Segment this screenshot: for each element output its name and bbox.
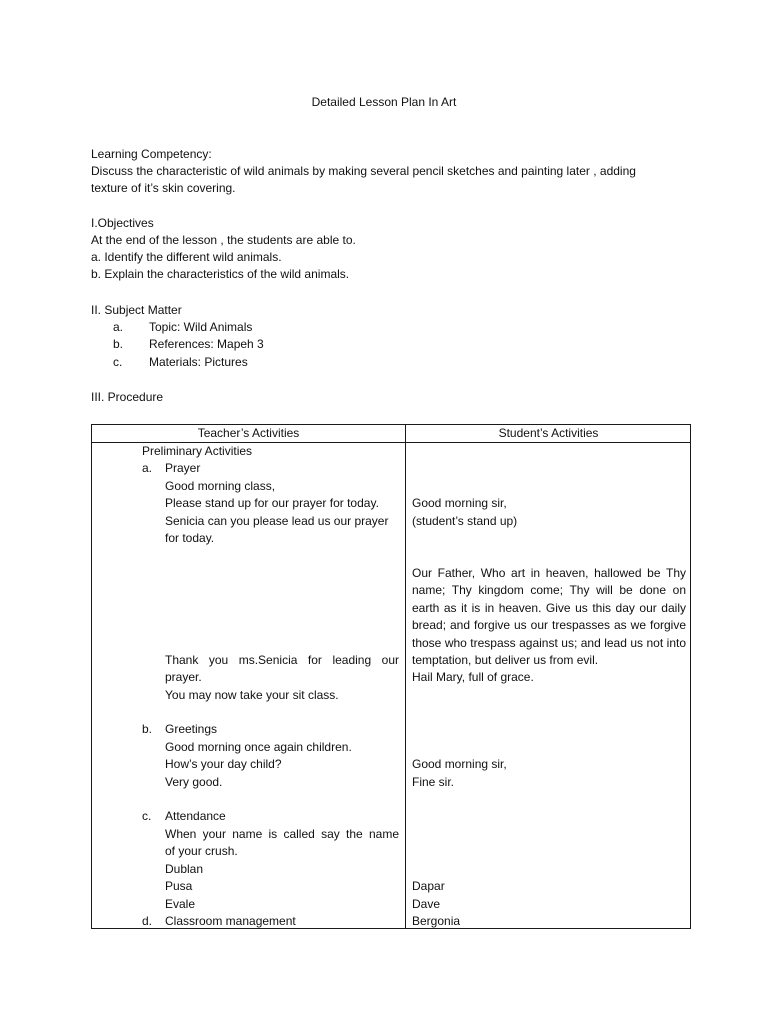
- item-marker-a: a.: [142, 461, 153, 475]
- item-marker-c: c.: [142, 809, 152, 823]
- subject-item-marker: a.: [113, 320, 124, 334]
- item-marker-b: b.: [142, 722, 153, 736]
- our-father-prayer: Our Father, Who art in heaven, hallowed be Thy name; Thy kingdom come; Thy will be done on earth as it is in heaven. Give us this day our daily bread; and forgive us our trespasses as we forgive those who trespass against us; and lead us not into temptation, but deliver us from evil.: [412, 566, 686, 668]
- item-marker-d: d.: [142, 914, 153, 928]
- student-response: Fine sir.: [412, 775, 455, 789]
- student-response: Good morning sir,: [412, 496, 507, 510]
- objective-b: b. Explain the characteristics of the wild animals.: [91, 267, 350, 281]
- teacher-line: Please stand up for our prayer for today.: [165, 496, 379, 510]
- attendance-response: Dapar: [412, 879, 445, 893]
- teacher-line: Senicia can you please lead us our prayer: [165, 514, 389, 528]
- objectives-intro: At the end of the lesson , the students are able to.: [91, 233, 356, 247]
- teacher-line: of your crush.: [165, 844, 238, 858]
- prayer-label: Prayer: [165, 461, 201, 475]
- preliminary-activities: Preliminary Activities: [142, 444, 253, 458]
- column-divider: [405, 425, 406, 928]
- greetings-label: Greetings: [165, 722, 218, 736]
- attendance-name: Dublan: [165, 862, 204, 876]
- document-title: Detailed Lesson Plan In Art: [311, 95, 457, 109]
- teacher-line: Good morning class,: [165, 479, 276, 493]
- teacher-line: When your name is called say the name: [165, 827, 399, 841]
- competency-text-line1: Discuss the characteristic of wild animals by making several pencil sketches and painting later , adding: [91, 164, 636, 178]
- teacher-line: prayer.: [165, 670, 202, 684]
- attendance-label: Attendance: [165, 809, 226, 823]
- teacher-line: You may now take your sit class.: [165, 688, 339, 702]
- attendance-response: Bergonia: [412, 914, 461, 928]
- objectives-heading: I.Objectives: [91, 216, 154, 230]
- teacher-line: Thank you ms.Senicia for leading our: [165, 653, 399, 667]
- teacher-line: How’s your day child?: [165, 757, 282, 771]
- teacher-line: for today.: [165, 531, 215, 545]
- procedure-heading: III. Procedure: [91, 390, 164, 404]
- procedure-table: [91, 424, 691, 929]
- subject-item-marker: c.: [113, 355, 123, 369]
- attendance-name: Evale: [165, 897, 196, 911]
- student-response: (student’s stand up): [412, 514, 518, 528]
- subject-item-materials: Materials: Pictures: [149, 355, 248, 369]
- teacher-line: Very good.: [165, 775, 223, 789]
- teacher-line: Good morning once again children.: [165, 740, 352, 754]
- teacher-column-header: Teacher’s Activities: [197, 426, 300, 440]
- attendance-name: Pusa: [165, 879, 193, 893]
- attendance-response: Dave: [412, 897, 441, 911]
- hail-mary-line: Hail Mary, full of grace.: [412, 670, 534, 684]
- subject-item-references: References: Mapeh 3: [149, 337, 264, 351]
- objective-a: a. Identify the different wild animals.: [91, 250, 282, 264]
- subject-matter-heading: II. Subject Matter: [91, 303, 182, 317]
- competency-text-line2: texture of it’s skin covering.: [91, 181, 236, 195]
- classroom-management-label: Classroom management: [165, 914, 296, 928]
- competency-heading: Learning Competency:: [91, 147, 212, 161]
- student-response: Good morning sir,: [412, 757, 507, 771]
- subject-item-marker: b.: [113, 337, 124, 351]
- student-column-header: Student’s Activities: [498, 426, 599, 440]
- subject-item-topic: Topic: Wild Animals: [149, 320, 253, 334]
